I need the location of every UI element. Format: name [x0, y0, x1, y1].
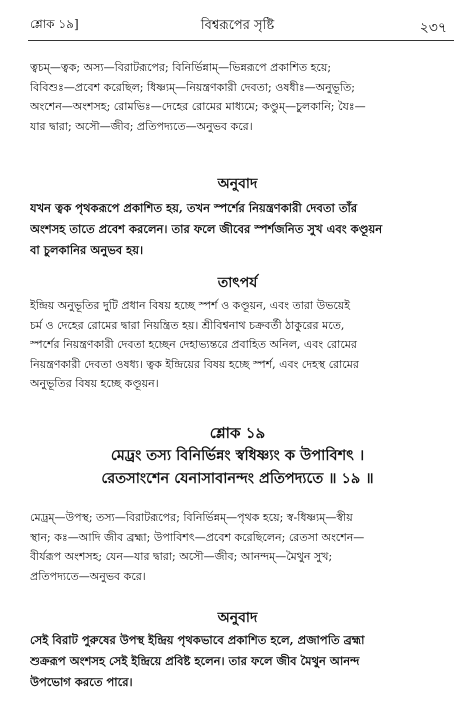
- purport-line: চর্ম ও দেহের রোমের দ্বারা নিয়ন্ত্রিত হয়। শ্রীবিশ্বনাথ চক্রবর্তী ঠাকুরের মতে,: [30, 318, 345, 332]
- purport-line: স্পর্শের নিয়ন্ত্রণকারী দেবতা হচ্ছেন দেহাভ্যন্তরে প্রবাহিত অনিল, এবং রোমের: [30, 338, 357, 351]
- synonyms-line: মেঢ্রম্—উপস্থ; তস্য—বিরাটরূপের; বিনির্ভিন্নম্—পৃথক হয়ে; স্ব-ধিষ্ণ্যম্—স্বীয়: [30, 511, 353, 524]
- purport-line: নিয়ন্ত্রণকারী দেবতা ওষধ্য। ত্বক ইন্দ্রিয়ের বিষয় হচ্ছে স্পর্শ, এবং দেহস্থ রোমের: [30, 357, 359, 371]
- verse-number: শ্লোক ১৯: [209, 424, 266, 442]
- synonyms-verse-18: [30, 58, 456, 136]
- verse-line: রেতসাংশেন যেনাসাবানন্দং প্রতিপদ্যতে ॥ ১৯ ॥: [101, 470, 374, 487]
- purport-text: [30, 296, 456, 394]
- translation-line: যখন ত্বক পৃথকরূপে প্রকাশিত হয়, তখন স্পর্শের নিয়ন্ত্রণকারী দেবতা তাঁর: [30, 201, 358, 215]
- synonyms-line: যার দ্বারা; অসৌ—জীব; প্রতিপদ্যতে—অনুভব করে।: [30, 119, 253, 133]
- synonyms-line: বিবিশুঃ—প্রবেশ করেছিল; ধিষ্ণ্যম্—নিয়ন্ত্রণকারী দেবতা; ওষধীঃ—অনুভূতি;: [30, 80, 355, 94]
- translation-line: অংশসহ তাতে প্রবেশ করলেন। তার ফলে জীবের স্পর্শজনিত সুখ এবং কণ্ডূয়ন: [30, 222, 383, 236]
- synonyms-line: স্থান; কঃ—আদি জীব ব্রহ্মা; উপাবিশৎ—প্রবেশ করেছিলেন; রেতসা অংশেন—: [30, 530, 365, 544]
- translation-line: উপভোগ করতে পারে।: [30, 675, 133, 689]
- running-header-verse: শ্লোক ১৯]: [30, 17, 79, 31]
- page-number: ২৩৭: [419, 20, 447, 36]
- synonyms-line: প্রতিপদ্যতে—অনুভব করে।: [30, 569, 146, 583]
- purport-heading: তাৎপর্য: [217, 275, 258, 291]
- purport-line: ইন্দ্রিয় অনুভূতির দুটি প্রধান বিষয় হচ্ছে স্পর্শ ও কণ্ডূয়ন, এবং তারা উভয়েই: [30, 299, 351, 312]
- translation-heading: অনুবাদ: [217, 176, 258, 192]
- synonyms-line: বীর্যরূপ অংশসহ; যেন—যার দ্বারা; অসৌ—জীব; আনন্দম্—মৈথুন সুখ;: [30, 550, 333, 563]
- translation-line: বা চুলকানির অনুভব হয়।: [30, 243, 144, 257]
- translation-line: শুক্ররূপ অংশসহ সেই ইন্দ্রিয়ে প্রবিষ্ট হলেন। তার ফলে জীব মৈথুন আনন্দ: [30, 654, 360, 668]
- translation-line: সেই বিরাট পুরুষের উপস্থ ইন্দ্রিয় পৃথকভাবে প্রকাশিত হলে, প্রজাপতি ব্রহ্মা: [30, 633, 365, 647]
- purport-line: অনুভূতির বিষয় হচ্ছে কণ্ডূয়ন।: [30, 377, 159, 390]
- running-header-chapter-title: বিশ্বরূপের সৃষ্টি: [200, 18, 275, 33]
- verse-line: মেঢ্রং তস্য বিনির্ভিন্নং স্বধিষ্ণ্যং ক উপাবিশৎ ।: [110, 447, 365, 464]
- header-rule: [28, 40, 454, 41]
- synonyms-line: ত্বচম্—ত্বক; অস্য—বিরাটরূপের; বিনির্ভিন্নাম্—ভিন্নরূপে প্রকাশিত হয়ে;: [30, 61, 332, 74]
- translation-verse-19: [30, 630, 456, 693]
- translation-heading: অনুবাদ: [217, 610, 258, 626]
- sanskrit-verse: [0, 444, 475, 490]
- translation-verse-18: [30, 198, 456, 261]
- synonyms-line: অংশেন—অংশসহ; রোমভিঃ—দেহের রোমের মাধ্যমে; কণ্ডুম্—চুলকানি; যৈঃ—: [30, 100, 366, 113]
- synonyms-verse-19: [30, 508, 456, 586]
